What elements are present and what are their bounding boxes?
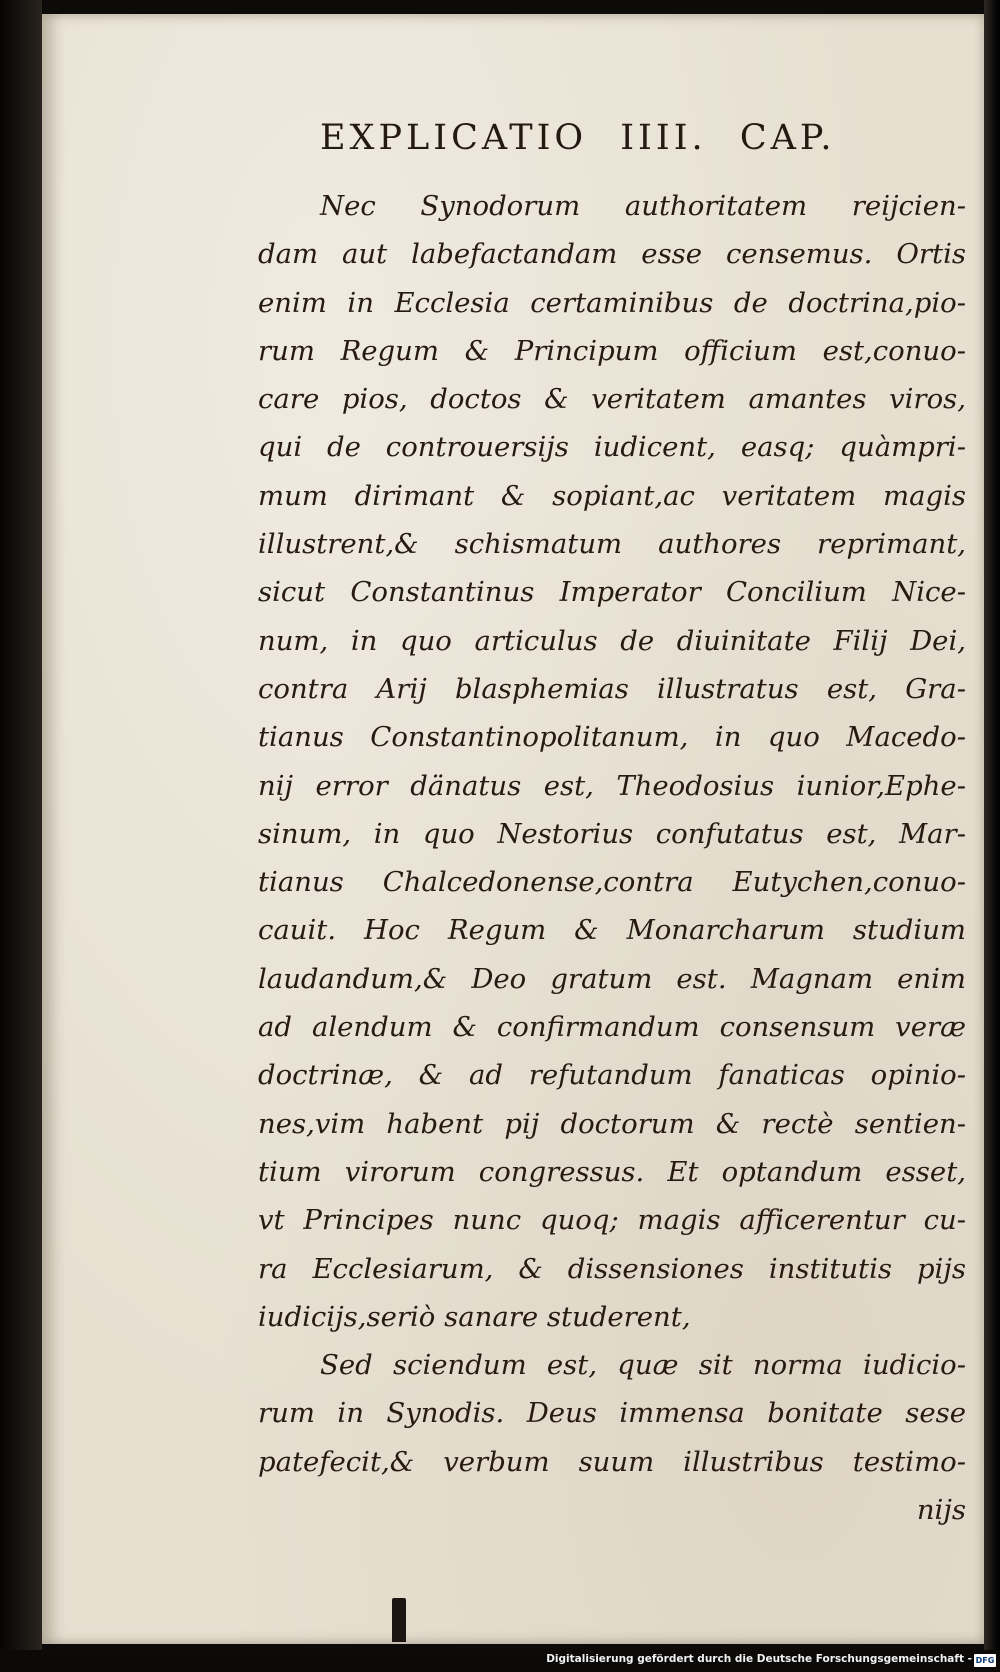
text-line: care pios, doctos & veritatem amantes viros, [258, 383, 966, 416]
text-line: rum Regum & Principum officium est,conuo- [258, 334, 966, 367]
text-line: patefecit,& verbum suum illustribus testimo- [258, 1445, 966, 1478]
text-line: Sed sciendum est, quæ sit norma iudicio- [320, 1349, 966, 1382]
text-line: vt Principes nunc quoq; magis afficerentur cu- [258, 1204, 966, 1237]
text-line: tianus Constantinopolitanum, in quo Macedo- [258, 721, 966, 754]
text-line: Nec Synodorum authoritatem reijcien- [320, 190, 966, 222]
running-header [320, 118, 920, 158]
text-line: num, in quo articulus de diuinitate Filij Dei, [258, 624, 966, 657]
text-line: iudicijs,seriò sanare studerent, [258, 1300, 691, 1333]
catchword: nijs [916, 1494, 966, 1527]
header-word-chapter-number: IIII. [620, 118, 707, 158]
dfg-logo-icon [974, 1654, 996, 1667]
text-line: cauit. Hoc Regum & Monarcharum studium [258, 914, 966, 947]
text-line: dam aut labefactandam esse censemus. Ortis [258, 238, 966, 271]
right-book-edge [984, 0, 1000, 1672]
text-line: enim in Ecclesia certaminibus de doctrina,pio- [258, 286, 966, 319]
left-book-edge [0, 0, 42, 1672]
text-line: nij error dänatus est, Theodosius iunior,Ephe- [258, 769, 966, 802]
text-line: sicut Constantinus Imperator Concilium Nice- [258, 576, 966, 609]
body-text [258, 182, 966, 1534]
text-line: nes,vim habent pij doctorum & rectè sentien- [258, 1107, 966, 1140]
header-word-explicatio: EXPLICATIO [320, 118, 588, 158]
text-line: laudandum,& Deo gratum est. Magnam enim [258, 962, 966, 995]
text-line: ra Ecclesiarum, & dissensiones institutis pijs [258, 1252, 966, 1285]
footer-credit: Digitalisierung gefördert durch die Deutsche Forschungsgemeinschaft - [546, 1653, 972, 1665]
text-line: illustrent,& schismatum authores reprimant, [258, 528, 966, 561]
text-line: sinum, in quo Nestorius confutatus est, Mar- [258, 817, 966, 850]
text-line: tianus Chalcedonense,contra Eutychen,conuo- [258, 866, 966, 899]
text-line: mum dirimant & sopiant,ac veritatem magis [258, 479, 966, 512]
text-line: tium virorum congressus. Et optandum esset, [258, 1155, 966, 1188]
page-marker-tab [392, 1598, 406, 1642]
text-line: contra Arij blasphemias illustratus est, Gra- [258, 672, 966, 705]
text-line: doctrinæ, & ad refutandum fanaticas opinio- [258, 1059, 966, 1092]
header-word-cap: CAP. [739, 118, 836, 158]
text-line: rum in Synodis. Deus immensa bonitate sese [258, 1397, 966, 1430]
text-line: qui de controuersijs iudicent, easq; quàmpri- [258, 431, 966, 464]
text-line: ad alendum & confirmandum consensum veræ [258, 1011, 966, 1044]
dfg-logo-text: DFG [975, 1656, 995, 1665]
